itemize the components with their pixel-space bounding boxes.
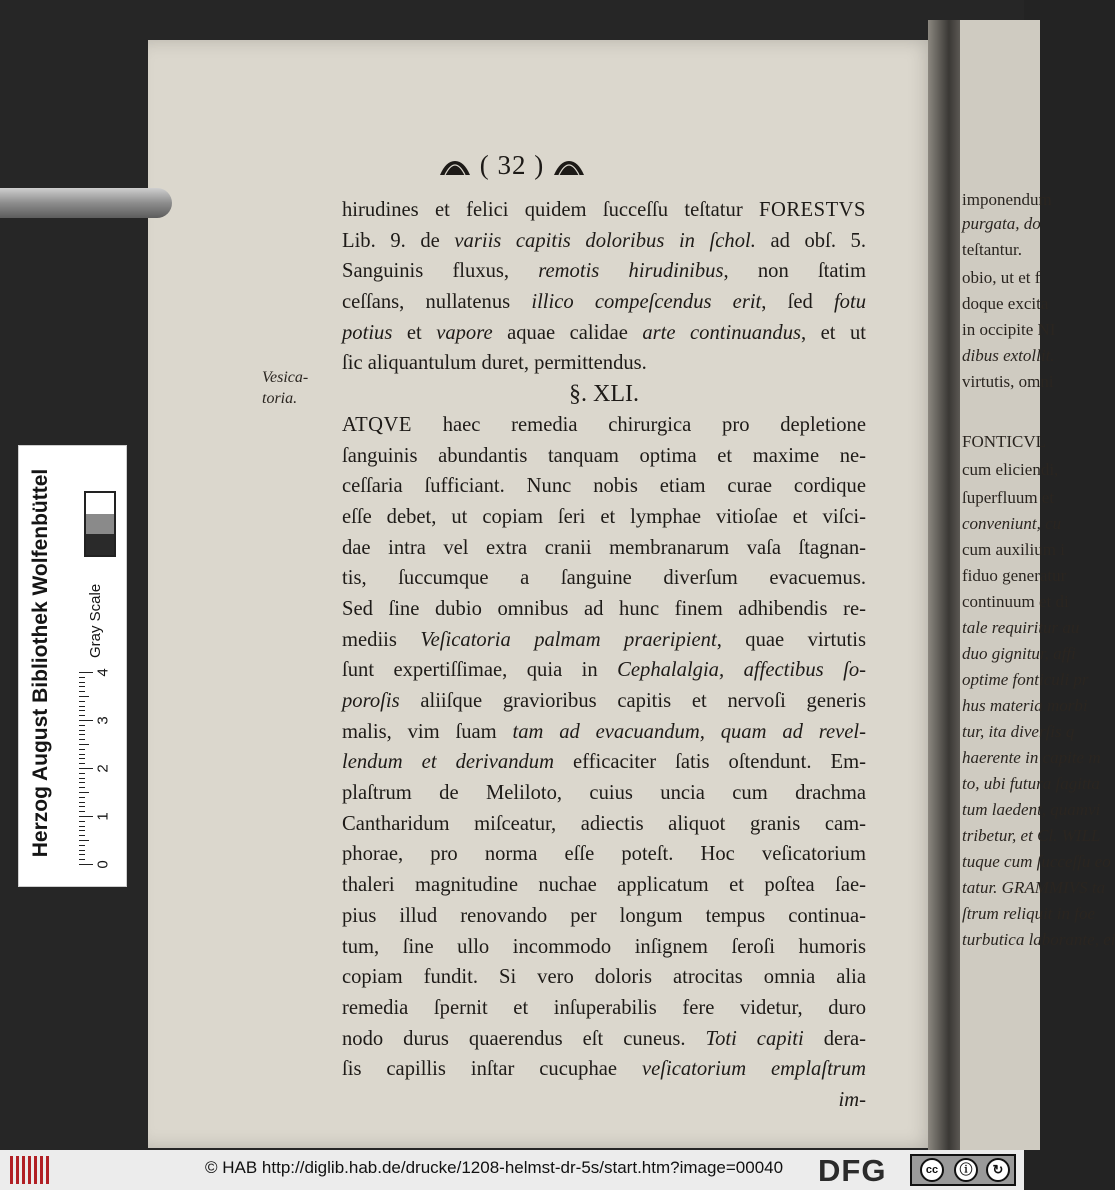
ruler-tick <box>79 840 89 841</box>
text-line <box>342 901 866 932</box>
text-line <box>342 839 866 870</box>
text-run: malis, vim ſuam <box>342 720 513 743</box>
ruler-tick <box>79 677 85 678</box>
ruler-tick <box>79 682 85 683</box>
text-line <box>342 1085 866 1116</box>
text-run: ceſſaria ſufficiant. Nunc nobis etiam curae cordique <box>342 475 866 498</box>
text-run: , et ut <box>801 321 867 344</box>
text-run: ſunt expertiſſimae, quia in <box>342 659 618 682</box>
text-line <box>342 471 866 502</box>
ruler-tick <box>79 672 93 673</box>
footer-bar <box>0 1150 1024 1190</box>
text-run: copiam fundit. Si vero doloris atrocitas omnia alia <box>342 966 866 989</box>
text-line <box>342 717 866 748</box>
cc-license-badge[interactable] <box>910 1154 1016 1186</box>
next-page-line: obio, ut et f <box>962 268 1041 287</box>
next-page-line: fiduo generatur <box>962 566 1067 585</box>
gray-swatches <box>84 491 116 557</box>
text-run: im- <box>838 1088 866 1111</box>
text-run: tum, ſine ullo incommodo inſignem ſeroſi humoris <box>342 935 866 958</box>
next-page-line: in occipite NI <box>962 320 1056 339</box>
next-page-line: cum eliciendi, <box>962 460 1059 479</box>
ruler-tick <box>79 835 85 836</box>
text-run: arte continuandus <box>642 321 802 344</box>
ruler-number: 0 <box>94 860 112 869</box>
ruler-tick <box>79 763 85 764</box>
swatch-black <box>86 534 114 555</box>
next-page-line: cum auxilium i <box>962 540 1065 559</box>
text-run: thaleri magnitudine nuchae applicatum et poſtea ſae- <box>342 874 866 897</box>
text-line <box>342 1024 866 1055</box>
clip-bar-shape <box>0 188 172 218</box>
text-line <box>342 778 866 809</box>
ruler-tick <box>79 701 85 702</box>
dfg-logo: DFG <box>818 1153 887 1188</box>
ruler-number: 2 <box>94 764 112 773</box>
text-run: remotis hirudinibus <box>538 260 724 283</box>
next-page-line: tribetur, et Cl. WILL <box>962 826 1101 845</box>
text-run: Sed ſine dubio omnibus ad hunc finem adhibendis re- <box>342 597 866 620</box>
text-line <box>342 256 866 287</box>
text-run: veſicatorium emplaſtrum <box>641 1058 866 1081</box>
ruler-number: 4 <box>94 668 112 677</box>
text-run: nodo durus quaerendus eſt cuneus. <box>342 1027 706 1050</box>
text-run: aliiſque gravioribus capitis et nervoſi generis <box>399 690 866 712</box>
ruler-tick <box>79 758 85 759</box>
next-page-line: optime fonticuli pr <box>962 670 1089 689</box>
text-run: ceſſans, nullatenus <box>342 291 532 314</box>
ruler-tick <box>79 749 85 750</box>
page-clip-holder <box>0 174 190 230</box>
next-page-line: doque excita <box>962 294 1049 313</box>
next-page-edge <box>960 20 1115 1150</box>
next-page-line: purgata, do <box>962 214 1041 233</box>
text-run: Veſicatoria palmam praeripient <box>420 628 717 651</box>
next-page-line: teſtantur. <box>962 240 1022 259</box>
text-run: efficaciter ſatis oſtendunt. Em- <box>553 751 866 774</box>
text-line <box>342 1054 866 1085</box>
next-page-line: dibus extollit. <box>962 346 1055 365</box>
text-run: et <box>392 321 437 344</box>
next-page-line: conveniunt, cu <box>962 514 1062 533</box>
running-head <box>0 150 1024 181</box>
text-line <box>342 625 866 656</box>
text-run: tis, ſuccumque a ſanguine diverſum evacuemus. <box>342 567 866 590</box>
sa-icon: ↻ <box>986 1158 1010 1182</box>
next-page-line: tum laedent, quamvi <box>962 800 1101 819</box>
library-name: Herzog August Bibliothek Wolfenbüttel <box>29 468 52 858</box>
ruler-tick <box>79 816 93 817</box>
text-run: ſic aliquantulum duret, permittendus. <box>342 352 647 375</box>
text-run: dae intra vel extra cranii membranarum vaſa ſtagnan- <box>342 536 866 559</box>
text-run: Lib. 9. de <box>342 229 455 252</box>
ruler-tick <box>79 797 85 798</box>
ruler-tick <box>79 778 85 779</box>
text-run: phorae, pro norma eſſe poteſt. Hoc veſicatorium <box>342 843 866 866</box>
next-page-line: continuum et di <box>962 592 1069 611</box>
text-line <box>342 686 866 717</box>
text-run: Cephalalgia, affectibus ſo- <box>617 659 866 682</box>
ruler-tick <box>79 739 85 740</box>
next-page-line: tuque cum ſucceſſu eo <box>962 852 1111 871</box>
hab-logo-icon <box>10 1156 50 1184</box>
ornament-left-icon <box>438 159 472 177</box>
text-run: dera- <box>803 1027 866 1050</box>
ruler-tick <box>79 830 85 831</box>
text-line <box>342 809 866 840</box>
text-line <box>342 502 866 533</box>
ruler-tick <box>79 730 85 731</box>
next-page-line: imponendum <box>962 190 1052 209</box>
ruler-tick <box>79 773 85 774</box>
next-page-line: hus materia morbi <box>962 696 1088 715</box>
swatch-white <box>86 493 114 514</box>
ruler-tick <box>79 720 93 721</box>
text-run: fotu <box>833 291 866 314</box>
ruler-tick <box>79 821 85 822</box>
marginal-note-line: Vesica- <box>262 369 309 386</box>
text-line <box>342 962 866 993</box>
by-icon: ⓘ <box>954 1158 978 1182</box>
next-page-line: FONTICVL <box>962 432 1047 451</box>
text-line <box>342 563 866 594</box>
next-page-line: ſtrum reliquit in foe <box>962 904 1096 923</box>
ruler-tick <box>79 850 85 851</box>
text-run: eſſe debet, ut copiam ſeri et lymphae vitioſae et viſci- <box>342 505 866 528</box>
text-run: poroſis <box>342 690 400 712</box>
gray-scale-label: Gray Scale <box>87 583 104 658</box>
text-run: tam ad evacuandum, quam ad revel- <box>512 720 866 743</box>
ornament-right-icon <box>552 159 586 177</box>
text-run: , quae virtutis <box>716 628 866 651</box>
next-page-line: ſuperfluum et <box>962 488 1055 507</box>
text-run: haec remedia chirurgica pro depletione <box>412 413 866 436</box>
page-number: ( 32 ) <box>479 150 545 180</box>
text-run: ſanguinis abundantis tanquam optima et maxime ne- <box>342 444 866 467</box>
ruler-tick <box>79 811 85 812</box>
text-run: vapore <box>436 321 493 344</box>
ruler-tick <box>79 725 85 726</box>
section-heading <box>342 379 866 410</box>
text-run: lendum et derivandum <box>342 751 554 774</box>
ruler-tick <box>79 802 85 803</box>
text-run: ATQVE <box>342 413 412 436</box>
ruler-tick <box>79 859 85 860</box>
next-page-line: tatur. GRAMMIVS ta <box>962 878 1106 897</box>
ruler-tick <box>79 691 85 692</box>
text-line <box>342 287 866 318</box>
text-run: aquae calidae <box>492 321 643 344</box>
text-run: pius illud renovando per longum tempus continua- <box>342 904 866 927</box>
scale-ruler <box>79 664 117 874</box>
ruler-tick <box>79 864 93 865</box>
text-run: mediis <box>342 628 421 651</box>
text-line <box>342 441 866 472</box>
next-page-line: virtutis, omni <box>962 372 1054 391</box>
ruler-tick <box>79 826 85 827</box>
text-line <box>342 318 866 349</box>
copyright-link[interactable]: © HAB http://diglib.hab.de/drucke/1208-helmst-dr-5s/start.htm?image=00040 <box>205 1158 784 1177</box>
text-line <box>342 594 866 625</box>
ruler-tick <box>79 710 85 711</box>
next-page-line: duo gignitur, affi <box>962 644 1076 663</box>
ruler-number: 3 <box>94 716 112 725</box>
ruler-tick <box>79 787 85 788</box>
ruler-tick <box>79 706 85 707</box>
ruler-number: 1 <box>94 812 112 821</box>
text-line <box>342 348 866 379</box>
text-line <box>342 747 866 778</box>
ruler-tick <box>79 696 89 697</box>
text-run: §. XLI. <box>569 381 639 408</box>
next-page-line: tur, ita diverſis q <box>962 722 1075 741</box>
marginal-note-line: toria. <box>262 390 298 407</box>
text-run: remedia ſpernit et inſuperabilis fere videtur, duro <box>342 996 866 1019</box>
text-line <box>342 870 866 901</box>
next-page-line: haerente in capite m <box>962 748 1101 767</box>
ruler-tick <box>79 768 93 769</box>
text-run: Cantharidum miſceatur, adiectis aliquot granis cam- <box>342 812 866 835</box>
text-line <box>342 932 866 963</box>
text-run: ſis capillis inſtar cucuphae <box>342 1058 642 1081</box>
ruler-tick <box>79 744 89 745</box>
ruler-tick <box>79 845 85 846</box>
body-text <box>342 195 866 1116</box>
text-run: FORESTVS <box>759 199 866 221</box>
cc-icon: cc <box>920 1158 944 1182</box>
ruler-tick <box>79 782 85 783</box>
marginal-note <box>262 367 322 409</box>
text-line <box>342 655 866 686</box>
ruler-tick <box>79 734 85 735</box>
next-page-line: turbutica laborante, ei <box>962 930 1115 949</box>
ruler-tick <box>79 806 85 807</box>
text-run: hirudines et felici quidem ſucceſſu teſtatur <box>342 199 759 221</box>
ruler-tick <box>79 792 89 793</box>
text-run: ad obſ. 5. <box>755 229 867 252</box>
swatch-gray <box>86 514 114 535</box>
text-line <box>342 993 866 1024</box>
text-run: illico compeſcendus erit <box>531 291 762 314</box>
text-run: variis capitis doloribus in ſchol. <box>454 229 756 252</box>
text-run: Toti capiti <box>705 1027 804 1050</box>
text-run: plaſtrum de Meliloto, cuius uncia cum drachma <box>342 782 866 805</box>
ruler-tick <box>79 754 85 755</box>
text-line <box>342 533 866 564</box>
text-run: Sanguinis fluxus, <box>342 260 539 283</box>
text-run: , non ſtatim <box>723 260 867 283</box>
text-line <box>342 226 866 257</box>
ruler-tick <box>79 715 85 716</box>
next-page-line: tale requiritur au <box>962 618 1080 637</box>
ruler-tick <box>79 854 85 855</box>
ruler-tick <box>79 686 85 687</box>
text-line <box>342 410 866 441</box>
color-calibration-card <box>18 445 127 887</box>
next-page-line: to, ubi futura ſagitta <box>962 774 1100 793</box>
text-line <box>342 195 866 226</box>
text-run: , ſed <box>761 291 834 314</box>
text-run: potius <box>342 321 393 344</box>
